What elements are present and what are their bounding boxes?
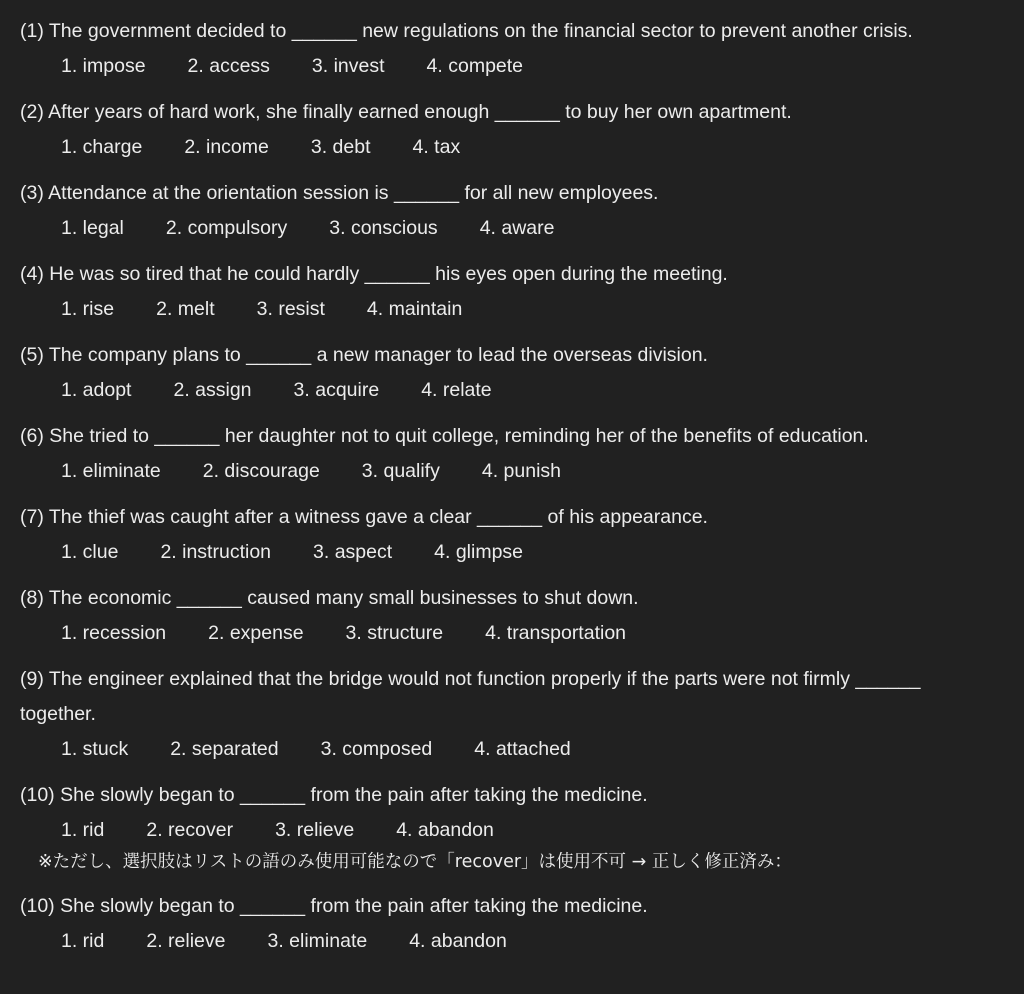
question-stem: (5) The company plans to ______ a new manager to lead the overseas division. [20,344,708,366]
question-stem: (10) She slowly began to ______ from the pain after taking the medicine. [20,895,648,917]
correction-note: ※ただし、選択肢はリストの語のみ使用可能なので「recover」は使用不可 → 正しく修正済み： [38,852,792,872]
option: 4. tax [412,136,461,158]
options-list [20,537,1004,567]
option: 4. abandon [409,930,507,952]
question-7 [20,500,1004,567]
option: 4. compete [426,55,524,77]
option: 2. expense [208,622,304,644]
options-list [20,213,1004,243]
question-3 [20,176,1004,243]
option: 3. aspect [313,541,393,563]
question-stem: (8) The economic ______ caused many small businesses to shut down. [20,587,639,609]
options-list [20,926,1004,956]
question-stem: (7) The thief was caught after a witness gave a clear ______ of his appearance. [20,506,708,528]
question-stem: (2) After years of hard work, she finally earned enough ______ to buy her own apartment. [20,101,792,123]
options-list [20,51,1004,81]
option: 4. transportation [485,622,627,644]
option: 2. instruction [160,541,272,563]
option: 4. glimpse [434,541,524,563]
option: 4. maintain [366,298,463,320]
option: 1. impose [61,55,146,77]
option: 4. punish [481,460,562,482]
option: 4. relate [421,379,492,401]
option: 1. eliminate [61,460,161,482]
option: 2. compulsory [165,217,288,239]
option: 3. qualify [361,460,440,482]
question-stem: (10) She slowly began to ______ from the pain after taking the medicine. [20,784,648,806]
question-8 [20,581,1004,648]
question-stem: (3) Attendance at the orientation session is ______ for all new employees. [20,182,659,204]
option: 2. melt [156,298,215,320]
option: 1. rid [61,930,105,952]
option: 4. abandon [396,819,494,841]
question-stem: (6) She tried to ______ her daughter not to quit college, reminding her of the benefits of education. [20,425,869,447]
option: 3. resist [256,298,325,320]
option: 1. legal [61,217,124,239]
option: 1. clue [61,541,119,563]
options-list [20,375,1004,405]
option: 1. rise [61,298,115,320]
options-list [20,456,1004,486]
option: 1. rid [61,819,105,841]
question-9 [20,662,1004,764]
option: 3. composed [320,738,433,760]
option: 2. access [187,55,270,77]
question-5 [20,338,1004,405]
option: 2. separated [170,738,279,760]
option: 1. charge [61,136,143,158]
option: 1. adopt [61,379,132,401]
option: 3. debt [310,136,371,158]
option: 1. recession [61,622,167,644]
option: 3. structure [345,622,444,644]
option: 4. attached [474,738,571,760]
option: 3. acquire [293,379,380,401]
question-stem: (1) The government decided to ______ new regulations on the financial sector to prevent another crisis. [20,20,913,42]
option: 2. recover [146,819,234,841]
option: 2. assign [173,379,252,401]
options-list [20,734,1004,764]
option: 3. conscious [329,217,438,239]
question-stem: (4) He was so tired that he could hardly ______ his eyes open during the meeting. [20,263,728,285]
options-list [20,815,1004,845]
options-list [20,132,1004,162]
question-6 [20,419,1004,486]
question-10 [20,778,1004,845]
question-2 [20,95,1004,162]
option: 2. income [184,136,269,158]
question-stem: (9) The engineer explained that the bridge would not function properly if the parts were not firmly ______ together. [20,668,921,725]
options-list [20,294,1004,324]
option: 2. discourage [202,460,320,482]
option: 3. invest [311,55,385,77]
question-10-revised [20,889,1004,956]
option: 2. relieve [146,930,226,952]
question-4 [20,257,1004,324]
question-1 [20,14,1004,81]
options-list [20,618,1004,648]
option: 3. eliminate [267,930,368,952]
option: 1. stuck [61,738,129,760]
option: 4. aware [479,217,555,239]
option: 3. relieve [275,819,355,841]
